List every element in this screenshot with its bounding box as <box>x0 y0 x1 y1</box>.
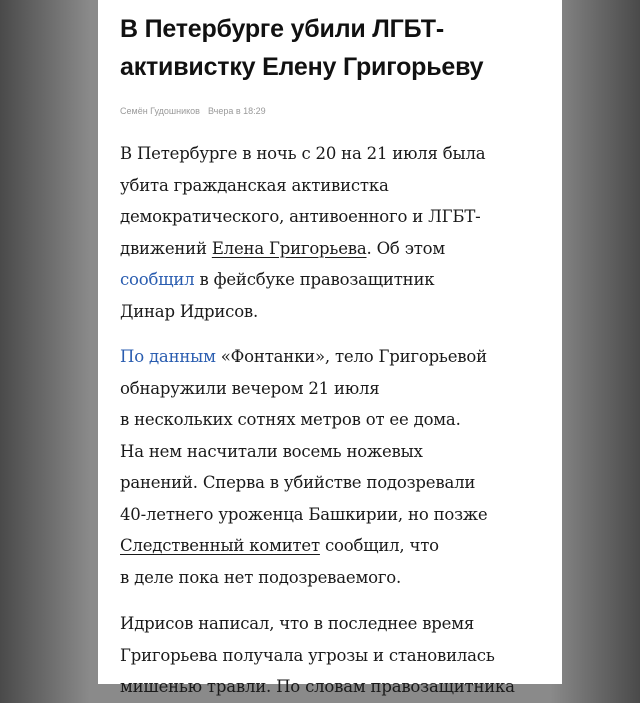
paragraph-1-line-4 <box>120 233 550 265</box>
article-title-line-1: В Петербурге убили ЛГБТ- <box>120 15 444 43</box>
paragraph-2-line-5: ранений. Сперва в убийстве подозревали <box>120 473 476 492</box>
text-fragment: «Фонтанки», тело Григорьевой <box>215 347 487 366</box>
article-title <box>120 10 550 86</box>
paragraph-2-line-4: На нем насчитали восемь ножевых <box>120 441 423 461</box>
article-meta <box>120 104 550 118</box>
author-name[interactable]: Семён Гудошников <box>120 106 200 116</box>
paragraph-3-line-3: мишенью травли. По словам правозащитника <box>120 677 515 696</box>
publish-date: Вчера в 18:29 <box>207 106 266 116</box>
person-link-elena-grigorieva[interactable]: Елена Григорьева <box>211 238 367 258</box>
text-fragment: в фейсбуке правозащитник <box>194 270 435 289</box>
org-link-investigative-committee[interactable]: Следственный комитет <box>120 536 320 555</box>
paragraph-2-line-2: обнаружили вечером 21 июля <box>120 378 380 398</box>
paragraph-2-line-8: в деле пока нет подозреваемого. <box>120 567 402 587</box>
article-content <box>120 10 550 703</box>
paragraph-3-line-1: Идрисов написал, что в последнее время <box>120 614 475 633</box>
paragraph-3 <box>120 608 550 703</box>
paragraph-1-line-1: В Петербурге в ночь с 20 на 21 июля была <box>120 144 486 163</box>
paragraph-1 <box>120 138 550 327</box>
paragraph-3-line-2: Григорьева получала угрозы и становилась <box>120 645 495 665</box>
text-fragment: движений <box>120 238 212 258</box>
paragraph-2-line-1 <box>120 341 550 373</box>
paragraph-1-line-2: убита гражданская активистка <box>120 175 389 195</box>
text-fragment: сообщил, что <box>319 536 439 555</box>
text-fragment: . Об этом <box>366 238 446 258</box>
article-title-line-2: активистку Елену Григорьеву <box>120 53 484 81</box>
paragraph-1-line-6: Динар Идрисов. <box>120 301 259 321</box>
paragraph-2 <box>120 341 550 593</box>
source-link-po-dannym[interactable]: По данным <box>120 347 216 366</box>
article-page <box>98 0 562 696</box>
paragraph-2-line-6: 40-летнего уроженца Башкирии, но позже <box>120 504 488 524</box>
source-link-soobshil[interactable]: сообщил <box>120 270 195 289</box>
paragraph-2-line-3: в нескольких сотнях метров от ее дома. <box>120 410 461 429</box>
paragraph-2-line-7 <box>120 530 550 562</box>
paragraph-1-line-3: демократического, антивоенного и ЛГБТ- <box>120 207 481 226</box>
paragraph-1-line-5 <box>120 264 550 296</box>
